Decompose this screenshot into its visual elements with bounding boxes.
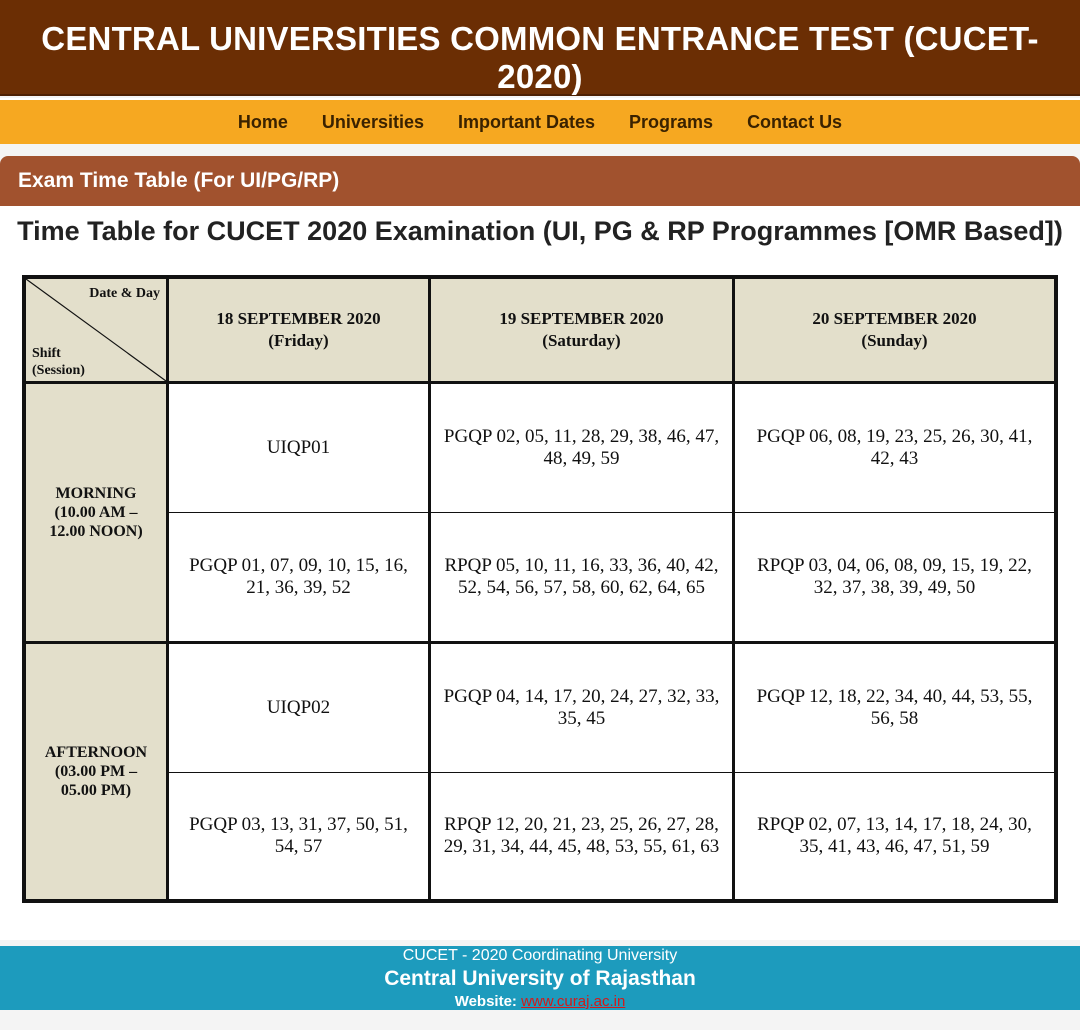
table-cell: RPQP 05, 10, 11, 16, 33, 36, 40, 42, 52, 54, 56, 57, 58, 60, 62, 64, 65 [430, 512, 734, 642]
table-cell: RPQP 12, 20, 21, 23, 25, 26, 27, 28, 29, 31, 34, 44, 45, 48, 53, 55, 61, 63 [430, 772, 734, 899]
shift-morning-cell [26, 383, 168, 643]
date-text: 18 SEPTEMBER 2020 [216, 309, 381, 328]
site-header [0, 0, 1080, 96]
shift-name: AFTERNOON [44, 743, 148, 761]
day-text: (Friday) [268, 331, 329, 350]
table-cell: PGQP 06, 08, 19, 23, 25, 26, 30, 41, 42, 43 [734, 383, 1055, 513]
footer-website-link[interactable]: www.curaj.ac.in [521, 993, 626, 1010]
table-header-row [26, 279, 1055, 383]
shift-time-end: 12.00 NOON) [49, 522, 143, 540]
site-title: CENTRAL UNIVERSITIES COMMON ENTRANCE TEST (CUCET-2020) [41, 20, 1039, 95]
timetable-title: Time Table for CUCET 2020 Examination (UI, PG & RP Programmes [OMR Based]) [17, 216, 1063, 246]
table-row [26, 383, 1055, 513]
nav-universities-link[interactable]: Universities [321, 111, 424, 132]
corner-cell [26, 279, 168, 383]
panel-heading: Exam Time Table (For UI/PG/RP) [0, 156, 1080, 206]
footer-university-name: Central University of Rajasthan [384, 967, 696, 990]
site-footer [0, 946, 1080, 1010]
table-cell: PGQP 04, 14, 17, 20, 24, 27, 32, 33, 35, 45 [430, 642, 734, 772]
footer-website-label: Website: [454, 993, 517, 1010]
main-nav [0, 98, 1080, 144]
nav-programs-link[interactable]: Programs [629, 111, 714, 132]
timetable-panel [0, 156, 1080, 940]
nav-important-dates-link[interactable]: Important Dates [457, 111, 596, 132]
date-header-2 [430, 279, 734, 383]
nav-home-link[interactable]: Home [237, 111, 288, 132]
date-header-1 [168, 279, 430, 383]
date-text: 19 SEPTEMBER 2020 [499, 309, 664, 328]
table-row [26, 512, 1055, 642]
table-row [26, 772, 1055, 899]
table-cell: PGQP 01, 07, 09, 10, 15, 16, 21, 36, 39, 52 [168, 512, 430, 642]
table-cell: PGQP 03, 13, 31, 37, 50, 51, 54, 57 [168, 772, 430, 899]
shift-name: MORNING [55, 484, 137, 502]
shift-time-end: 05.00 PM) [60, 781, 132, 799]
corner-date-label: Date & Day [89, 286, 160, 301]
nav-contact-us-link[interactable]: Contact Us [747, 111, 843, 132]
day-text: (Saturday) [542, 331, 621, 350]
date-text: 20 SEPTEMBER 2020 [812, 309, 977, 328]
timetable-table-wrapper [22, 275, 1058, 903]
corner-shift-label [32, 345, 85, 379]
table-cell: PGQP 12, 18, 22, 34, 40, 44, 53, 55, 56, 58 [734, 642, 1055, 772]
footer-website [0, 993, 1080, 1010]
shift-afternoon-cell [26, 642, 168, 899]
shift-time-start: (03.00 PM – [54, 762, 138, 780]
table-cell: RPQP 03, 04, 06, 08, 09, 15, 19, 22, 32, 37, 38, 39, 49, 50 [734, 512, 1055, 642]
date-header-3 [734, 279, 1055, 383]
day-text: (Sunday) [861, 331, 928, 350]
table-cell: UIQP01 [168, 383, 430, 513]
table-row [26, 642, 1055, 772]
footer-coordinating-label: CUCET - 2020 Coordinating University [402, 947, 678, 964]
table-cell: RPQP 02, 07, 13, 14, 17, 18, 24, 30, 35, 41, 43, 46, 47, 51, 59 [734, 772, 1055, 899]
shift-time-start: (10.00 AM – [54, 503, 138, 521]
corner-shift-text: Shift [32, 346, 61, 361]
timetable-table [25, 278, 1055, 900]
table-cell: PGQP 02, 05, 11, 28, 29, 38, 46, 47, 48, 49, 59 [430, 383, 734, 513]
table-cell: UIQP02 [168, 642, 430, 772]
corner-session-text: (Session) [32, 363, 85, 378]
